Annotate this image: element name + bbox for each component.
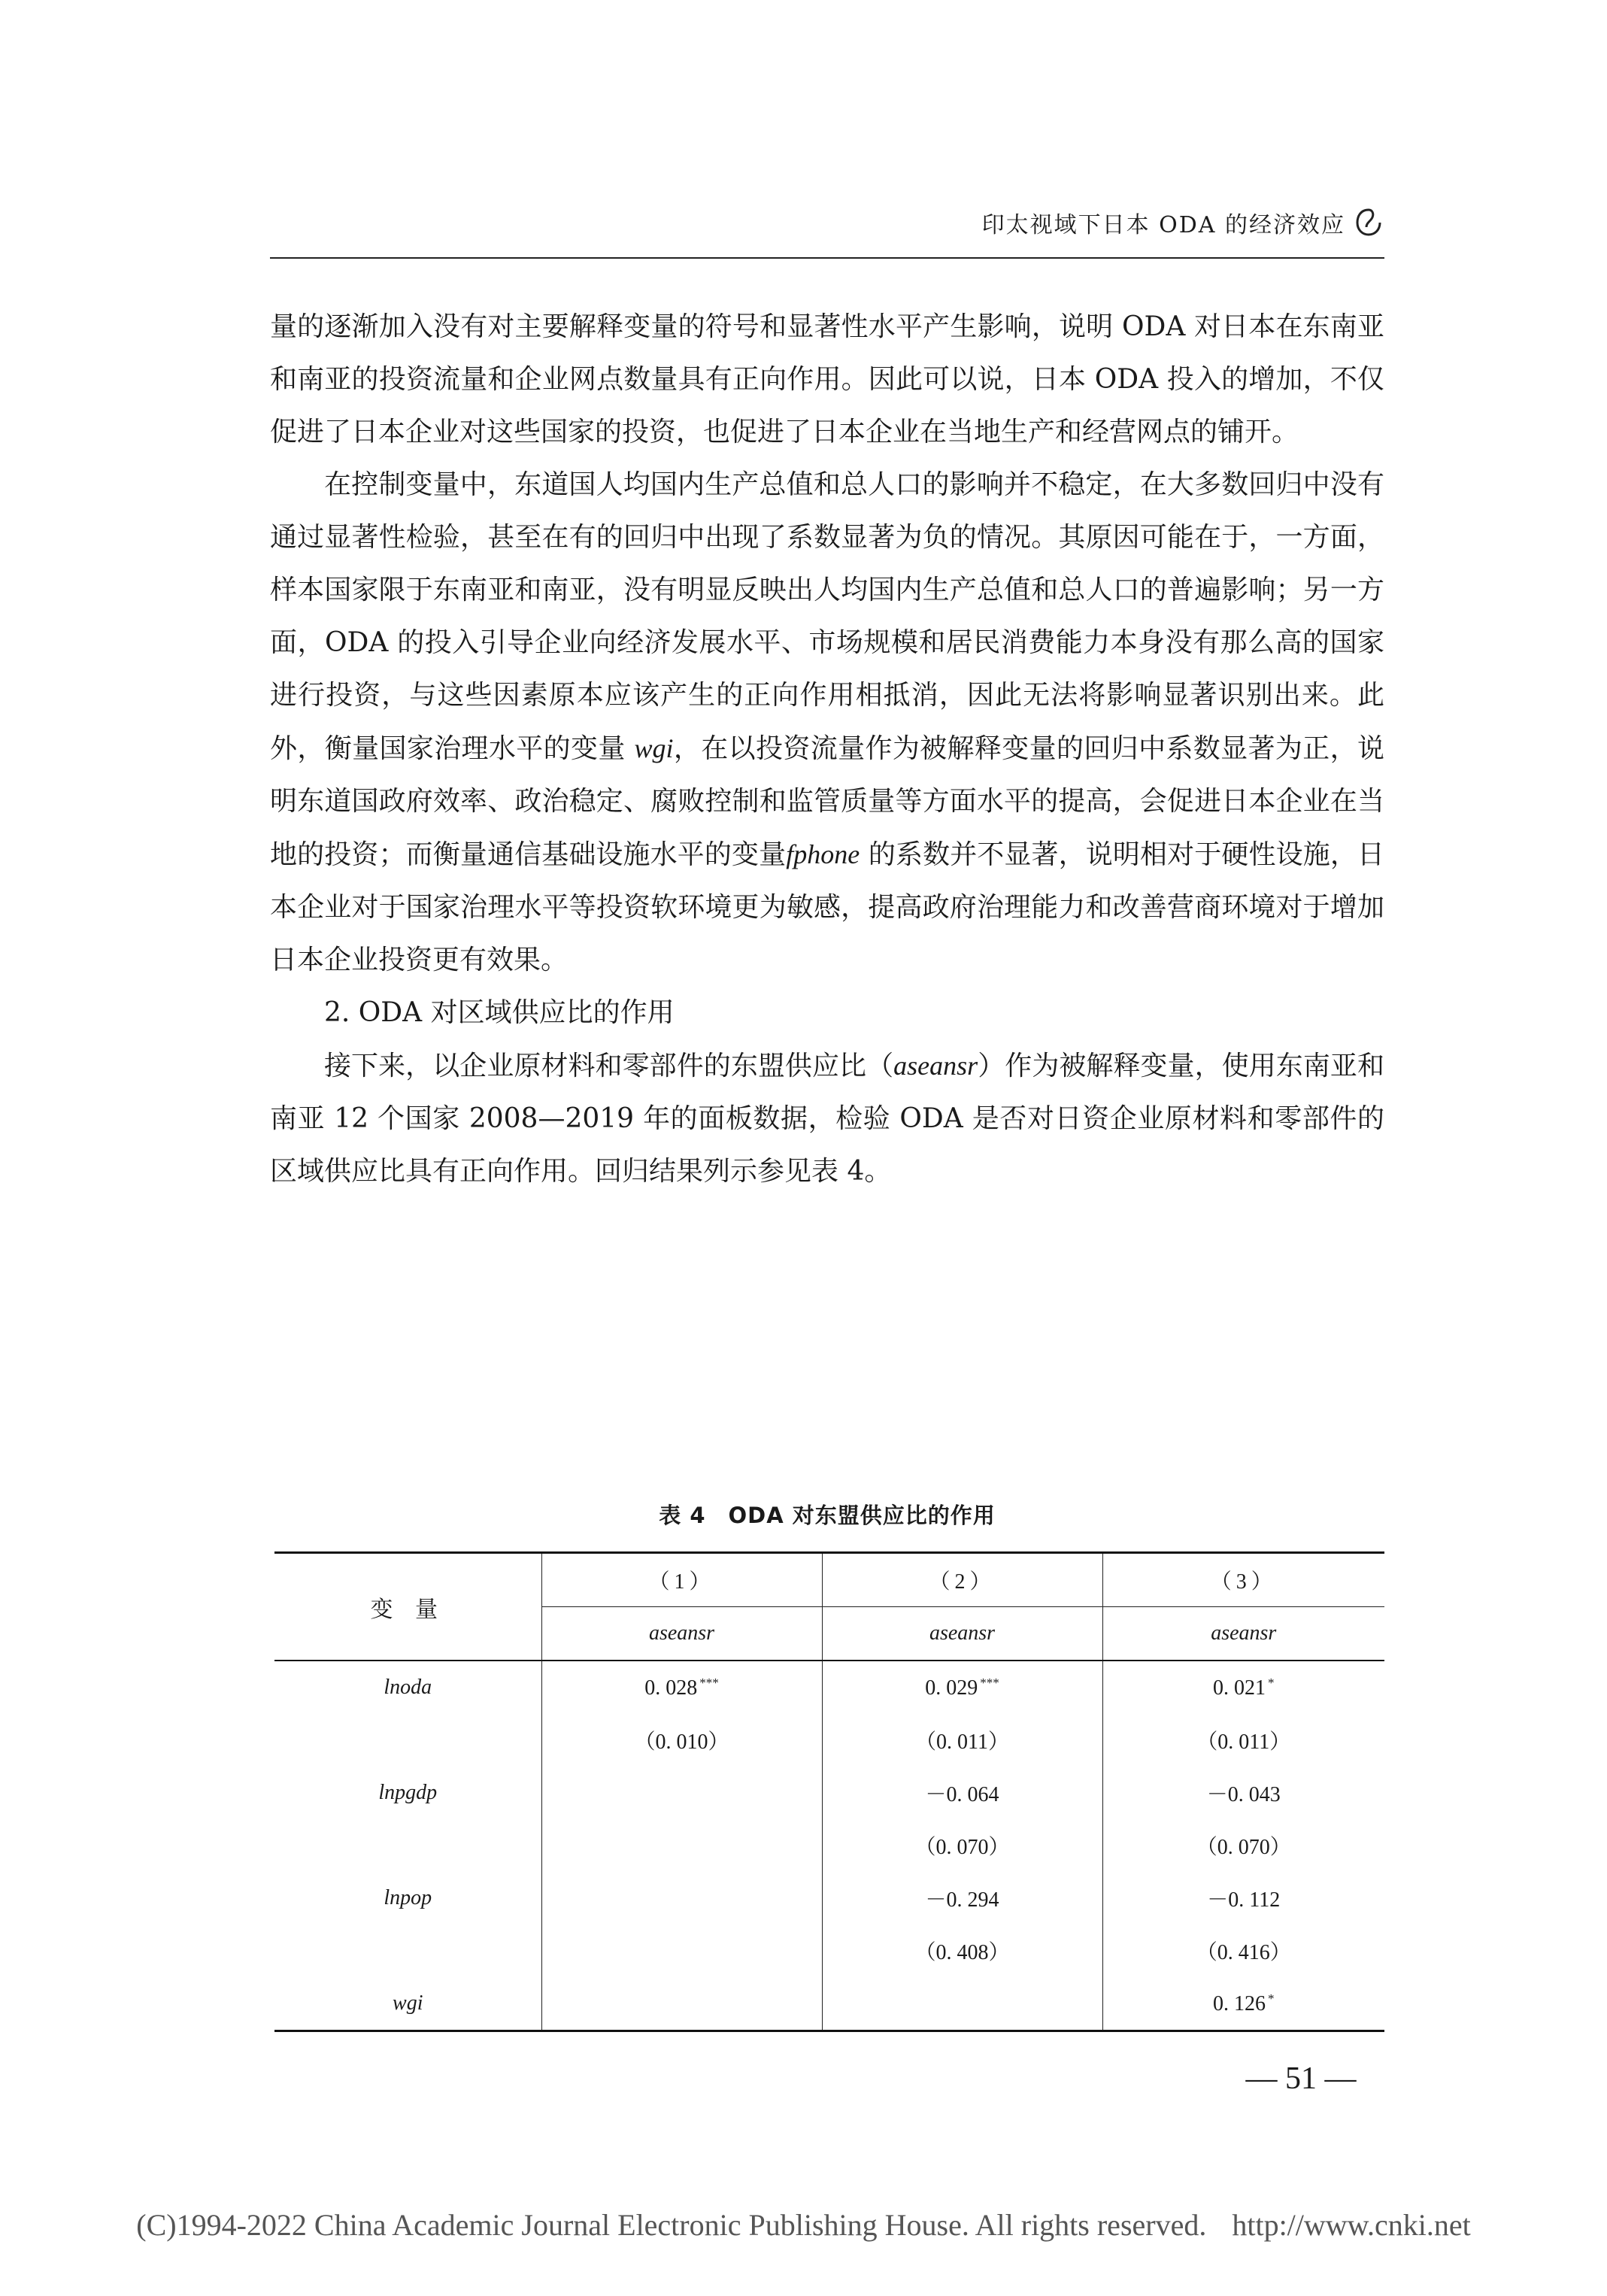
article-body bbox=[270, 301, 1384, 1198]
row-variable bbox=[274, 1714, 541, 1767]
table-cell: 0. 021 * bbox=[1102, 1661, 1384, 1714]
table-cell bbox=[541, 1872, 822, 1924]
paragraph-3-part-a: 接下来，以企业原材料和零部件的东盟供应比（ bbox=[324, 1051, 894, 1081]
cnki-link[interactable]: http://www.cnki.net bbox=[1232, 2208, 1471, 2242]
table-cell bbox=[541, 1819, 822, 1872]
table-cell bbox=[541, 1767, 822, 1819]
row-variable bbox=[274, 1924, 541, 1977]
column-header-1: （1） bbox=[541, 1553, 822, 1607]
table-caption: 表 4 ODA 对东盟供应比的作用 bbox=[659, 1503, 996, 1528]
row-variable bbox=[274, 1819, 541, 1872]
table-cell: （0. 010） bbox=[541, 1714, 822, 1767]
paragraph-2 bbox=[270, 459, 1384, 987]
table-row bbox=[274, 1767, 1384, 1819]
copyright-text: (C)1994-2022 China Academic Journal Electronic Publishing House. All rights reserved. bbox=[136, 2208, 1207, 2242]
table-cell: 0. 028 *** bbox=[541, 1661, 822, 1714]
paragraph-1: 量的逐渐加入没有对主要解释变量的符号和显著性水平产生影响，说明 ODA 对日本在东南亚和南亚的投资流量和企业网点数量具有正向作用。因此可以说，日本 ODA 投入的增加，不仅促进了日本企业对这些国家的投资，也促进了日本企业在当地生产和经营网点的铺开。 bbox=[270, 311, 1384, 447]
table-cell: （0. 070） bbox=[822, 1819, 1102, 1872]
dependent-variable-2: aseansr bbox=[822, 1607, 1102, 1661]
table-row bbox=[274, 1872, 1384, 1924]
journal-logo-icon bbox=[1353, 206, 1384, 238]
variable-aseansr: aseansr bbox=[893, 1051, 978, 1081]
running-header bbox=[270, 202, 1384, 259]
paragraph-2-part-c: 的系数并不显著，说明相对于硬性设施，日本企业对于国家治理水平等投资软环境更为敏感，提高政府治理能力和改善营商环境对于增加日本企业投资更有效果。 bbox=[270, 839, 1384, 975]
table-row bbox=[274, 1819, 1384, 1872]
table-cell: －0. 294 bbox=[822, 1872, 1102, 1924]
table-cell: －0. 112 bbox=[1102, 1872, 1384, 1924]
table-cell: 0. 029 *** bbox=[822, 1661, 1102, 1714]
paragraph-2-part-a: 在控制变量中，东道国人均国内生产总值和总人口的影响并不稳定，在大多数回归中没有通过显著性检验，甚至在有的回归中出现了系数显著为负的情况。其原因可能在于，一方面，样本国家限于东南亚和南亚，没有明显反映出人均国内生产总值和总人口的普遍影响；另一方面，ODA 的投入引导企业向经济发展水平、市场规模和居民消费能力本身没有那么高的国家进行投资，与这些因素原本应该产生的正向作用相抵消，因此无法将影响显著识别出来。此外，衡量国家治理水平的变量 bbox=[270, 469, 1384, 764]
table-cell: 0. 126 * bbox=[1102, 1977, 1384, 2031]
row-variable: lnpgdp bbox=[378, 1781, 438, 1804]
table-row bbox=[274, 1924, 1384, 1977]
paragraph-3 bbox=[270, 1039, 1384, 1198]
column-header-3: （3） bbox=[1102, 1553, 1384, 1607]
table-cell: －0. 064 bbox=[822, 1767, 1102, 1819]
table-cell: （0. 408） bbox=[822, 1924, 1102, 1977]
column-header-2: （2） bbox=[822, 1553, 1102, 1607]
table-row bbox=[274, 1977, 1384, 2031]
table-cell bbox=[541, 1977, 822, 2031]
table-cell: －0. 043 bbox=[1102, 1767, 1384, 1819]
regression-table bbox=[274, 1551, 1384, 2032]
table-cell: （0. 070） bbox=[1102, 1819, 1384, 1872]
dependent-variable-3: aseansr bbox=[1102, 1607, 1384, 1661]
table-cell: （0. 011） bbox=[822, 1714, 1102, 1767]
paragraph-3-part-b: ）作为被解释变量，使用东南亚和南亚 12 个国家 2008—2019 年的面板数据，检验 ODA 是否对日资企业原材料和零部件的区域供应比具有正向作用。回归结果列示参见表 4。 bbox=[270, 1051, 1384, 1187]
variable-fphone: fphone bbox=[786, 839, 860, 869]
row-variable: lnpop bbox=[384, 1886, 432, 1909]
table-row bbox=[274, 1714, 1384, 1767]
table-cell: （0. 011） bbox=[1102, 1714, 1384, 1767]
section-heading: 2. ODA 对区域供应比的作用 bbox=[324, 997, 675, 1028]
table-cell bbox=[822, 1977, 1102, 2031]
table-row bbox=[274, 1661, 1384, 1714]
row-variable: lnoda bbox=[384, 1676, 432, 1699]
page-number: — 51 — bbox=[1245, 2061, 1357, 2096]
variable-wgi: wgi bbox=[634, 733, 674, 763]
paragraph-2-part-b: ，在以投资流量作为被解释变量的回归中系数显著为正，说明东道国政府效率、政治稳定、腐败控制和监管质量等方面水平的提高，会促进日本企业在当地的投资；而衡量通信基础设施水平的变量 bbox=[270, 733, 1384, 870]
table-cell bbox=[541, 1924, 822, 1977]
copyright-footer bbox=[0, 2207, 1607, 2243]
table-cell: （0. 416） bbox=[1102, 1924, 1384, 1977]
row-variable: wgi bbox=[274, 1977, 541, 2031]
dependent-variable-1: aseansr bbox=[541, 1607, 822, 1661]
variable-column-header: 变 量 bbox=[274, 1553, 541, 1661]
running-title: 印太视域下日本 ODA 的经济效应 bbox=[981, 212, 1345, 238]
